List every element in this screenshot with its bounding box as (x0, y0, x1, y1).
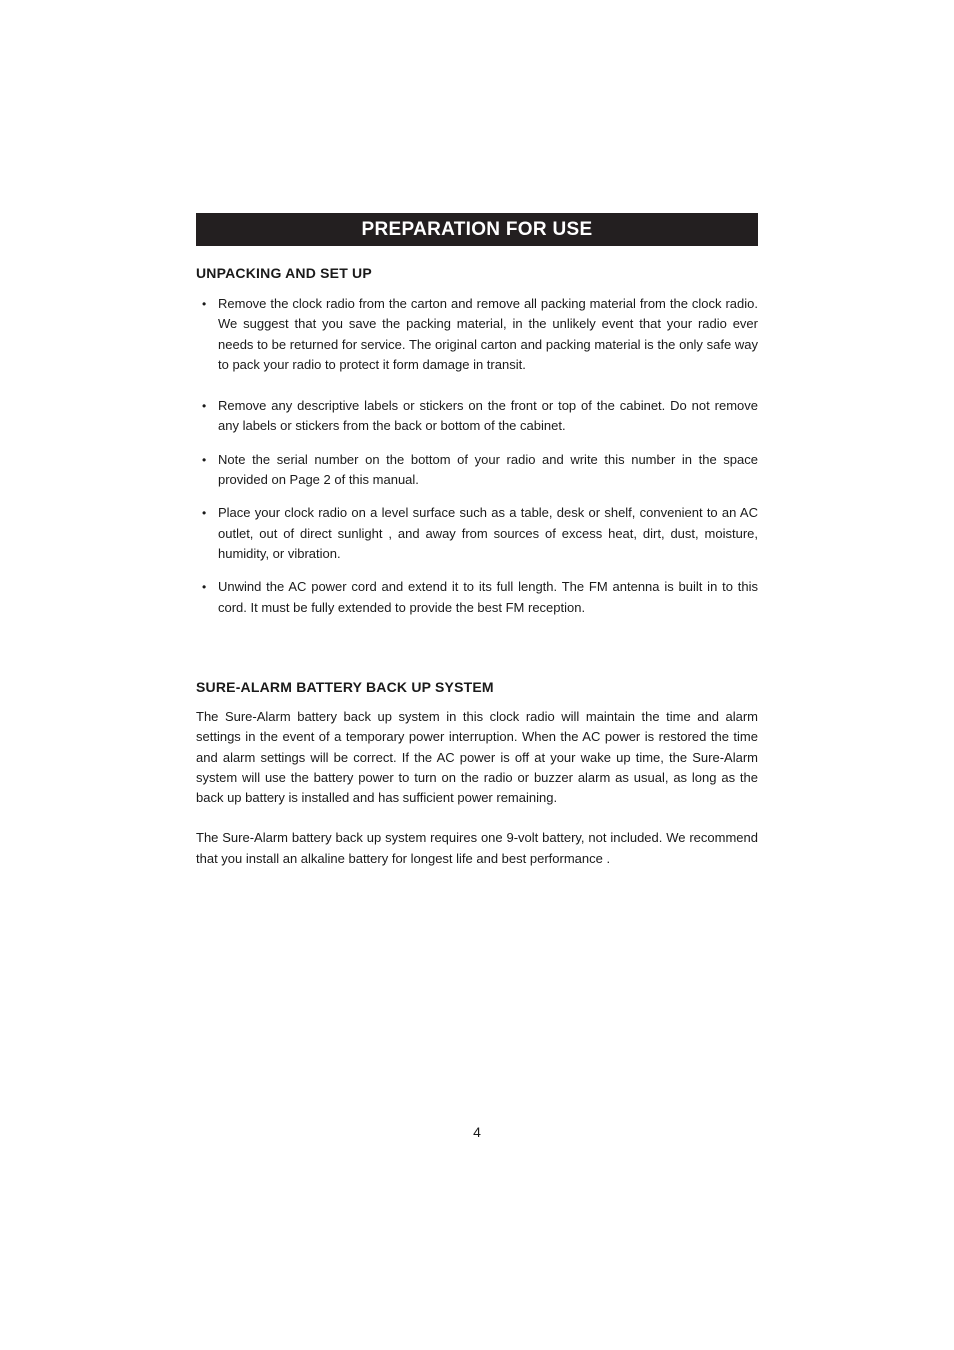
sure-alarm-heading: SURE-ALARM BATTERY BACK UP SYSTEM (196, 679, 494, 695)
page-title: PREPARATION FOR USE (361, 218, 593, 240)
section-title-bar (196, 213, 758, 246)
bullet-icon: • (202, 580, 207, 595)
list-item (196, 294, 758, 375)
unpacking-section (196, 265, 758, 631)
unpacking-list (196, 294, 758, 618)
bullet-icon: • (202, 399, 207, 414)
bullet-icon: • (202, 297, 207, 311)
list-item (196, 577, 758, 618)
list-item (196, 396, 758, 437)
list-item-text: Unwind the AC power cord and extend it to its full length. The FM antenna is built in to this cord. It must be fully extended to provide the best FM reception. (218, 579, 758, 615)
page-number: 4 (473, 1124, 481, 1140)
unpacking-heading: UNPACKING AND SET UP (196, 265, 372, 281)
bullet-icon: • (202, 452, 207, 467)
sure-alarm-paragraph: The Sure-Alarm battery back up system in this clock radio will maintain the time and alarm settings in the event of a temporary power interruption. When the AC power is restored the time and alarm settings will be correct. If the AC power is off at your wake up time, the Sure-Alarm system will use the battery power to turn on the radio or buzzer alarm as usual, as long as the back up battery is installed and has sufficient power remaining. (196, 709, 758, 806)
list-item-text: Note the serial number on the bottom of your radio and write this number in the space provided on Page 2 of this manual. (218, 451, 758, 488)
list-item-text: Remove any descriptive labels or stickers on the front or top of the cabinet. Do not remove any labels or stickers from the back or bottom of the cabinet. (218, 398, 758, 434)
list-item-text: Place your clock radio on a level surface such as a table, desk or shelf, convenient to an AC outlet, out of direct sunlight , and away from sources of excess heat, dirt, dust, moisture, humidity, or vibration. (218, 505, 758, 561)
list-item (196, 450, 758, 491)
sure-alarm-section (196, 679, 758, 869)
bullet-icon: • (202, 506, 207, 521)
list-item-text: Remove the clock radio from the carton and remove all packing material from the clock radio. We suggest that you save the packing material, in the unlikely event that your radio ever needs to be returned for service. The original carton and packing material is the only safe way to pack your radio to protect it form damage in transit. (218, 296, 758, 372)
sure-alarm-paragraph: The Sure-Alarm battery back up system requires one 9-volt battery, not included. We recommend that you install an alkaline battery for longest life and best performance . (196, 830, 758, 866)
list-item (196, 503, 758, 564)
